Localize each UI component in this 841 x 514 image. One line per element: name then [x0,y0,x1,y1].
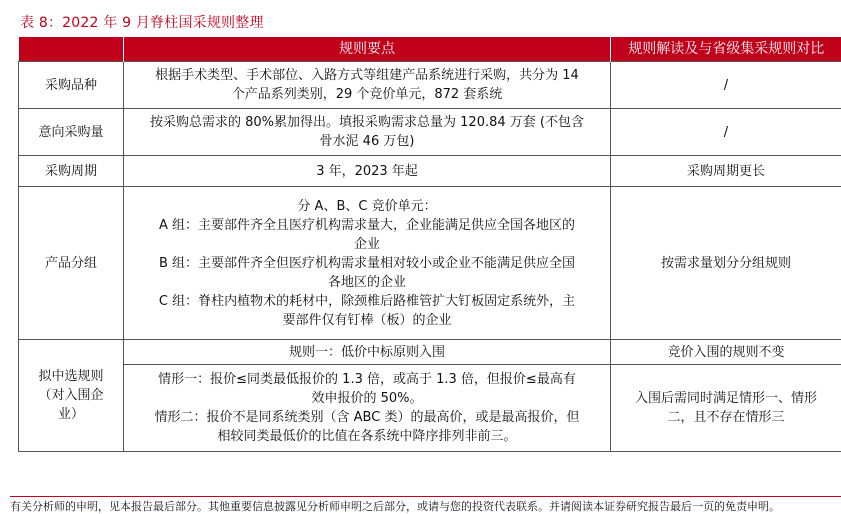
text-line: 二，且不存在情形三 [617,408,835,427]
row-comment-rule2 [611,365,841,452]
text-line: 根据手术类型、手术部位、入路方式等组建产品系统进行采购，共分为 14 [130,66,604,85]
row-content-rule1: 规则一：低价中标原则入围 [124,340,611,365]
row-comment-period: 采购周期更长 [611,156,841,187]
text-line: （对入围企 [25,386,117,405]
table-row [19,340,841,365]
text-line: A 组：主要部件齐全且医疗机构需求量大，企业能满足供应全国各地区的 [130,216,604,235]
text-line: 按采购总需求的 80%累加得出。填报采购需求总量为 120.84 万套 (不包含 [130,113,604,132]
text-line: C 组：脊柱内植物术的耗材中，除颈椎后路椎管扩大钉板固定系统外，主 [130,292,604,311]
text-line: 个产品系列类别，29 个竞价单元，872 套系统 [130,85,604,104]
text-line: 情形一：报价≤同类最低报价的 1.3 倍，或高于 1.3 倍，但报价≤最高有 [130,370,604,389]
table-caption: 表 8：2022 年 9 月脊柱国采规则整理 [20,12,264,32]
header-rule-points: 规则要点 [124,37,611,62]
row-label-category: 采购品种 [19,62,124,109]
row-comment-category: / [611,62,841,109]
row-content-rule2 [124,365,611,452]
row-content-period: 3 年，2023 年起 [124,156,611,187]
text-line: 相较同类最低价的比值在各系统中降序排列非前三。 [130,427,604,446]
row-label-quantity: 意向采购量 [19,109,124,156]
text-line: 入围后需同时满足情形一、情形 [617,389,835,408]
header-empty [19,37,124,62]
text-line: 情形二：报价不是同系统类别（含 ABC 类）的最高价，或是最高报价，但 [130,408,604,427]
text-line: 业） [25,405,117,424]
table-row [19,365,841,452]
row-content-grouping [124,187,611,340]
table-row [19,187,841,340]
text-line: 效申报价的 50%。 [130,389,604,408]
text-line: 企业 [130,235,604,254]
text-line: 分 A、B、C 竞价单元： [130,197,604,216]
text-line: 拟中选规则 [25,367,117,386]
text-line: 要部件仅有钉棒（板）的企业 [130,311,604,330]
text-line: 各地区的企业 [130,273,604,292]
disclaimer-footer: 有关分析师的申明，见本报告最后部分。其他重要信息披露见分析师申明之后部分，或请与您的投资代表联系。并请阅读本证券研究报告最后一页的免责申明。 [10,496,841,514]
row-label-period: 采购周期 [19,156,124,187]
row-content-category [124,62,611,109]
table-row [19,156,841,187]
row-label-selection [19,340,124,452]
text-line: 骨水泥 46 万包) [130,132,604,151]
row-comment-rule1: 竞价入围的规则不变 [611,340,841,365]
header-interpretation: 规则解读及与省级集采规则对比 [611,37,841,62]
table-row [19,109,841,156]
text-line: B 组：主要部件齐全但医疗机构需求量相对较小或企业不能满足供应全国 [130,254,604,273]
rules-table [18,37,841,452]
row-label-grouping: 产品分组 [19,187,124,340]
table-header-row [19,37,841,62]
row-comment-quantity: / [611,109,841,156]
row-comment-grouping: 按需求量划分分组规则 [611,187,841,340]
table-row [19,62,841,109]
row-content-quantity [124,109,611,156]
